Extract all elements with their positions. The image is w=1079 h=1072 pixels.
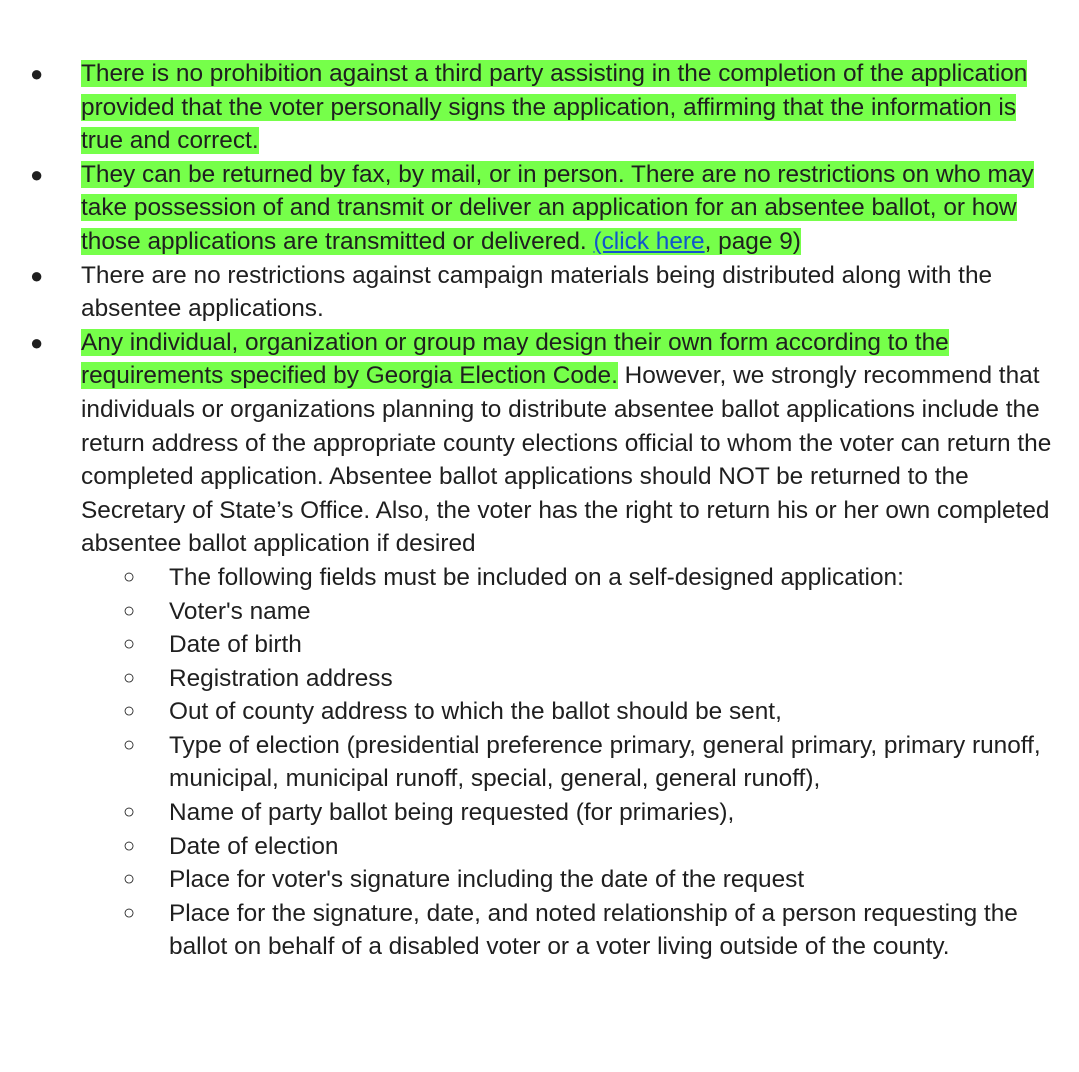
sub-item-text: Registration address bbox=[169, 664, 393, 692]
sub-list-item bbox=[81, 729, 1055, 796]
sub-list-item bbox=[81, 830, 1055, 864]
bullet-list bbox=[0, 57, 1079, 964]
circle-bullet-icon: ○ bbox=[123, 633, 136, 656]
required-fields-list bbox=[81, 561, 1055, 964]
sub-item-text: Place for voter's signature including the date of the request bbox=[169, 866, 805, 894]
sub-list-item bbox=[81, 863, 1055, 897]
sub-list-item bbox=[81, 595, 1055, 629]
document-body bbox=[0, 57, 1079, 964]
bullet-icon: ● bbox=[30, 61, 44, 86]
highlighted-text: There is no prohibition against a third party assisting in the completion of the application provided that the voter personally signs the application, affirming that the information is true and correct. bbox=[81, 60, 1028, 155]
circle-bullet-icon: ○ bbox=[123, 901, 136, 924]
sub-item-text: Place for the signature, date, and noted relationship of a person requesting the ballot on behalf of a disabled voter or a voter living outside of the county. bbox=[169, 899, 1018, 961]
sub-list-item bbox=[81, 662, 1055, 696]
sub-list-item bbox=[81, 897, 1055, 964]
highlighted-text-body: They can be returned by fax, by mail, or in person. There are no restrictions on who may take possession of and transmit or deliver an application for an absentee ballot, or how those applications are transmitted or delivered. bbox=[81, 160, 1034, 255]
circle-bullet-icon: ○ bbox=[123, 733, 136, 756]
circle-bullet-icon: ○ bbox=[123, 599, 136, 622]
circle-bullet-icon: ○ bbox=[123, 700, 136, 723]
click-here-link[interactable]: (click here bbox=[593, 227, 705, 255]
sub-item-text: Voter's name bbox=[169, 597, 311, 625]
circle-bullet-icon: ○ bbox=[123, 565, 136, 588]
bullet-icon: ● bbox=[30, 161, 44, 187]
sub-item-text: Date of birth bbox=[169, 631, 302, 659]
circle-bullet-icon: ○ bbox=[123, 801, 136, 824]
sub-list-item bbox=[81, 796, 1055, 830]
bullet-item-return-methods bbox=[0, 158, 1079, 259]
sub-item-text: The following fields must be included on a self-designed application: bbox=[169, 563, 904, 591]
highlighted-text: Any individual, organization or group may design their own form according to the requirements specified by Georgia Election Code. bbox=[81, 328, 949, 390]
bullet-item-self-designed-form bbox=[0, 326, 1079, 964]
sub-item-text: Type of election (presidential preference primary, general primary, primary runoff, municipal, municipal runoff, special, general, general runoff), bbox=[169, 731, 1041, 793]
sub-list-item bbox=[81, 561, 1055, 595]
sub-list-item bbox=[81, 628, 1055, 662]
circle-bullet-icon: ○ bbox=[123, 666, 136, 689]
bullet-item-third-party bbox=[0, 57, 1079, 158]
sub-item-text: Out of county address to which the ballot should be sent, bbox=[169, 698, 782, 726]
highlighted-text bbox=[81, 161, 1034, 255]
bullet-icon: ● bbox=[30, 262, 44, 288]
sub-item-text: Date of election bbox=[169, 832, 339, 860]
sub-item-text: Name of party ballot being requested (for primaries), bbox=[169, 799, 735, 827]
bullet-icon: ● bbox=[30, 329, 44, 355]
item-text: There are no restrictions against campaign materials being distributed along with the absentee applications. bbox=[81, 261, 993, 323]
bullet-item-campaign-materials bbox=[0, 259, 1079, 326]
page-reference-text: , page 9) bbox=[704, 227, 801, 255]
circle-bullet-icon: ○ bbox=[123, 868, 136, 891]
item-text: However, we strongly recommend that individuals or organizations planning to distribute absentee ballot applications include the return address of the appropriate county elections official to whom the voter can return the completed application. Absentee ballot applications should NOT be returned to the Secretary of State’s Office. Also, the voter has the right to return his or her own completed absentee ballot application if desired bbox=[81, 362, 1052, 558]
sub-list-item bbox=[81, 695, 1055, 729]
circle-bullet-icon: ○ bbox=[123, 834, 136, 857]
